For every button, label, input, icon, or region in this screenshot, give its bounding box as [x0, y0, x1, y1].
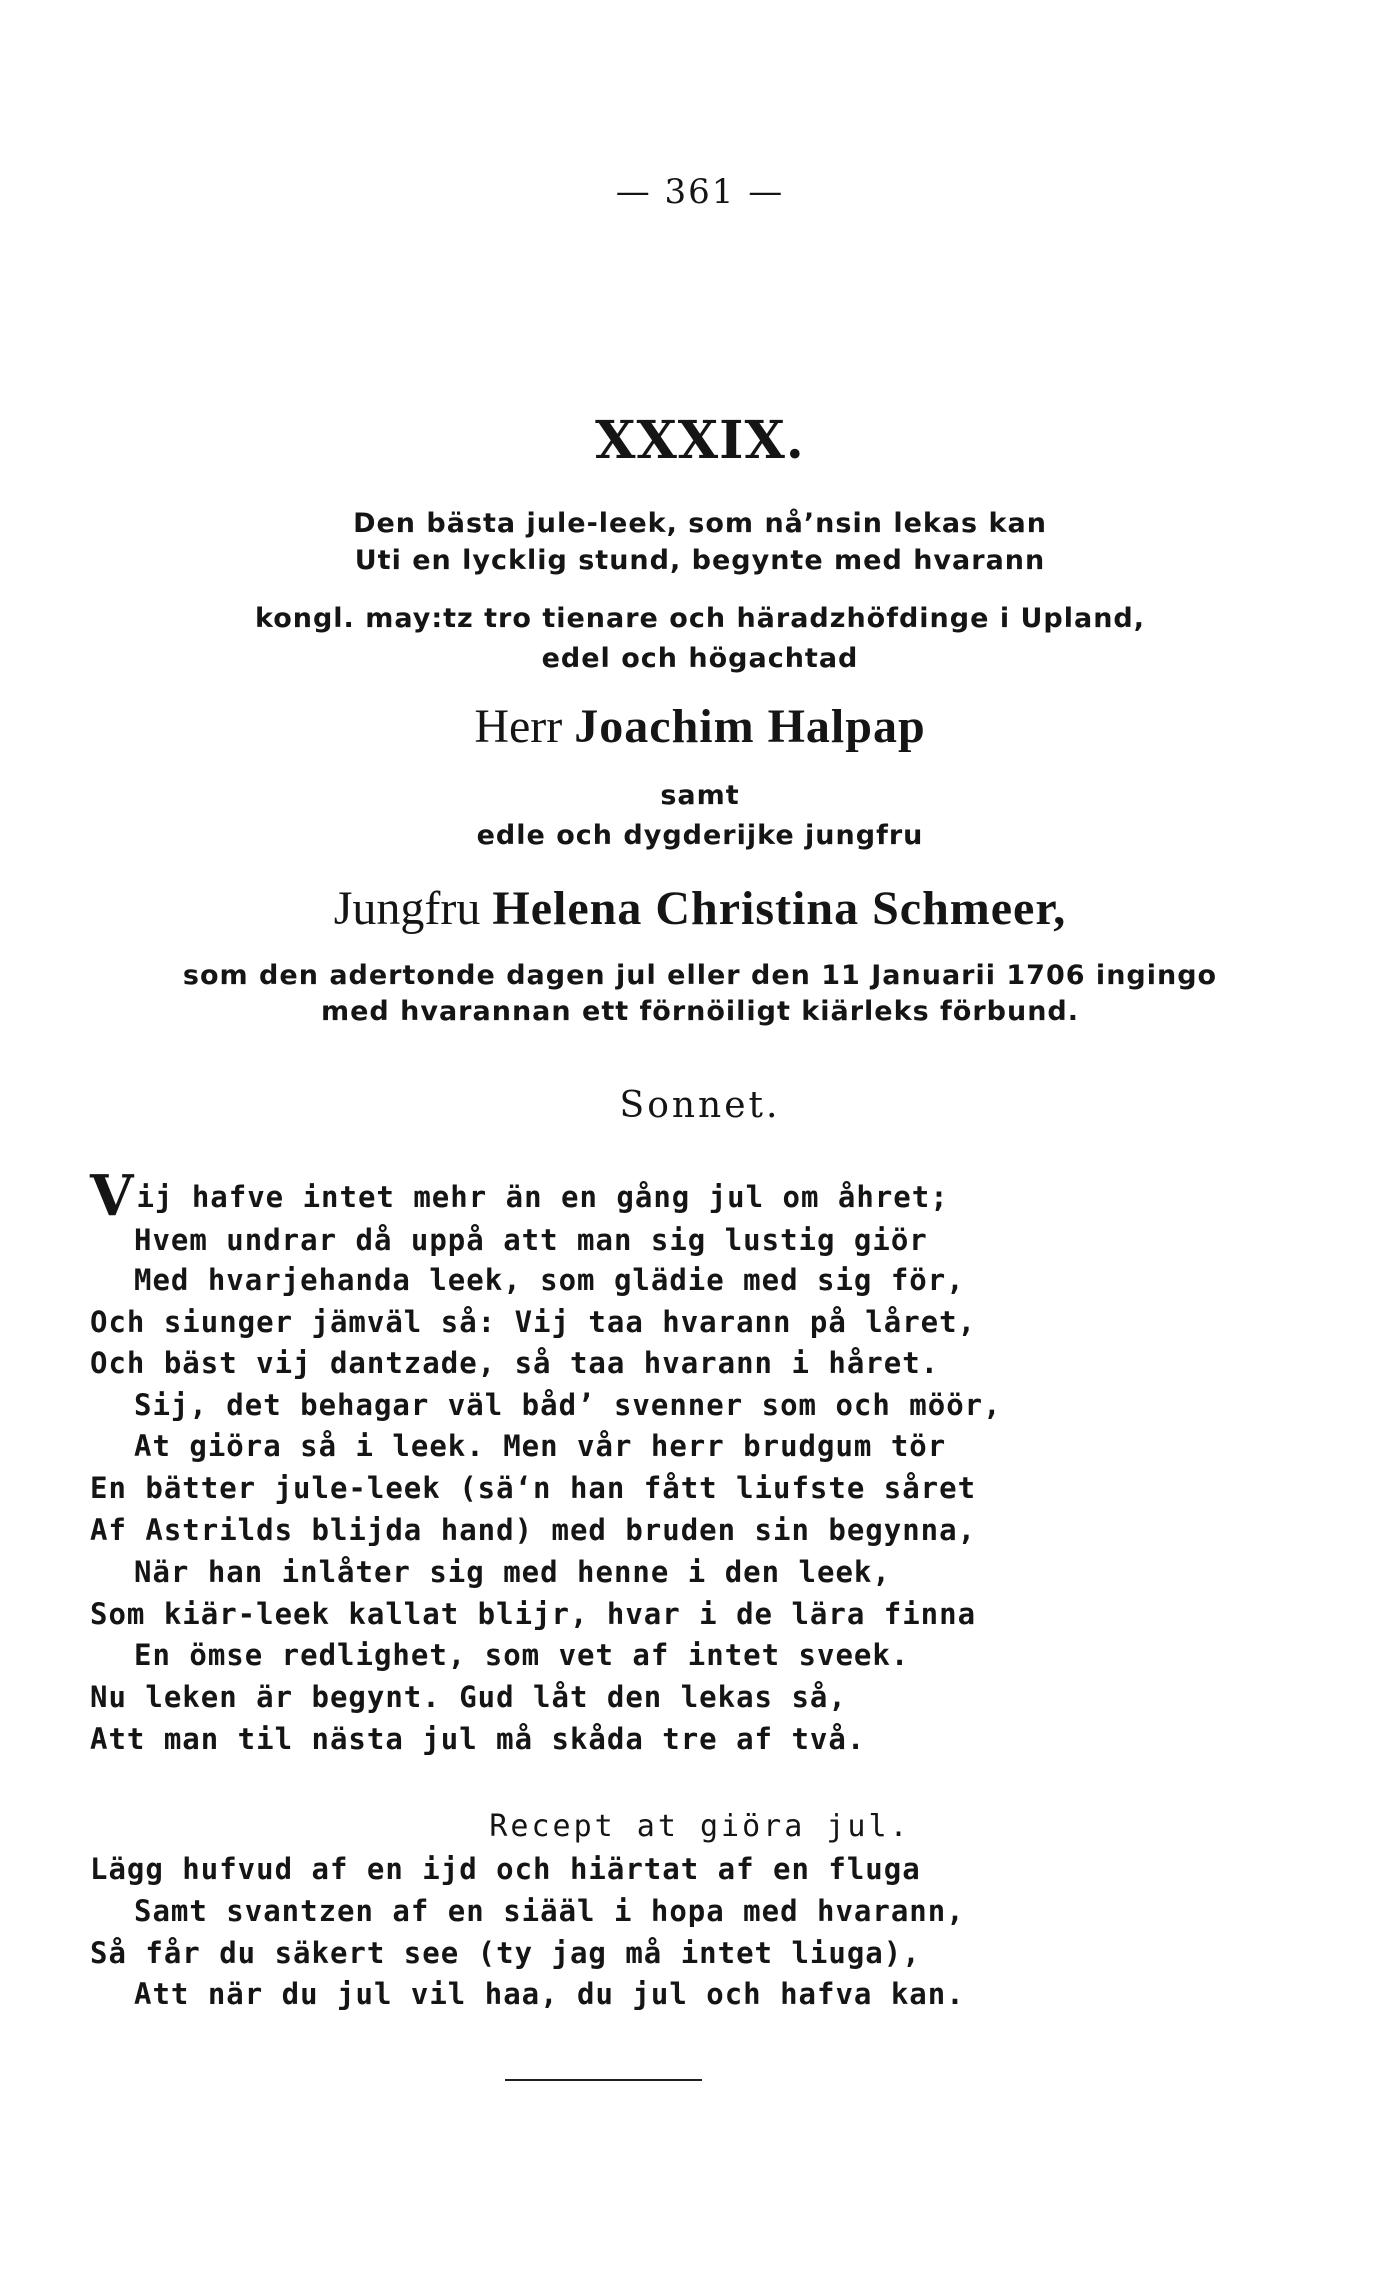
sonnet-line-12: En ömse redlighet, som vet af intet sveek. — [134, 1638, 910, 1672]
recipe-line-1: Lägg hufvud af en ijd och hiärtat af en fluga — [90, 1852, 921, 1886]
sonnet-line-7: At giöra så i leek. Men vår herr brudgum tör — [134, 1429, 947, 1463]
groom-name-line — [0, 698, 1400, 754]
chapter-heading: XXXIX. — [595, 410, 805, 471]
sonnet-line-14: Att man til nästa jul må skåda tre af två. — [90, 1722, 866, 1756]
sonnet-line-2: Hvem undrar då uppå att man sig lustig giör — [134, 1223, 928, 1257]
sonnet-dropcap: V — [90, 1163, 135, 1229]
wedding-note-line-2: med hvarannan ett förnöiligt kiärleks förbund. — [320, 996, 1080, 1027]
dedication-line-4: edel och högachtad — [541, 643, 859, 674]
bride-name-line — [0, 880, 1400, 936]
sonnet-line-8: En bätter jule-leek (sä‘n han fått liufste såret — [90, 1471, 977, 1505]
sonnet-line-1-text: ij hafve intet mehr än en gång jul om åhret; — [136, 1180, 949, 1214]
recipe-title: Recept at giöra jul. — [489, 1809, 911, 1844]
sonnet-line-6: Sij, det behagar väl båd’ svenner som och möör, — [134, 1388, 1002, 1422]
page-number: — 361 — — [615, 172, 785, 212]
recipe-line-3: Så får du säkert see (ty jag må intet liuga), — [90, 1936, 921, 1970]
bride-epithet: edle och dygderijke jungfru — [476, 820, 924, 851]
groom-title: Herr — [474, 700, 575, 753]
sonnet-title: Sonnet. — [619, 1085, 781, 1126]
sonnet-line-10: När han inlåter sig med henne i den leek, — [134, 1555, 891, 1589]
joiner-samt: samt — [660, 780, 740, 811]
sonnet-line-13: Nu leken är begynt. Gud låt den lekas så, — [90, 1680, 847, 1714]
sonnet-line-11: Som kiär-leek kallat blijr, hvar i de lära finna — [90, 1597, 977, 1631]
bride-name: Helena Christina Schmeer, — [492, 882, 1067, 935]
recipe-line-4: Att när du jul vil haa, du jul och hafva kan. — [134, 1977, 965, 2011]
closing-divider — [505, 2079, 702, 2081]
sonnet-line-9: Af Astrilds blijda hand) med bruden sin begynna, — [90, 1513, 977, 1547]
sonnet-line-4: Och siunger jämväl så: Vij taa hvarann på låret, — [90, 1305, 977, 1339]
sonnet-line-3: Med hvarjehanda leek, som glädie med sig för, — [134, 1263, 965, 1297]
dedication-line-2: Uti en lycklig stund, begynte med hvarann — [354, 545, 1046, 576]
wedding-note-line-1: som den adertonde dagen jul eller den 11 Januarii 1706 ingingo — [182, 960, 1218, 991]
dedication-line-3: kongl. may:tz tro tienare och häradzhöfdinge i Upland, — [254, 603, 1146, 634]
sonnet-line-1 — [90, 1163, 949, 1229]
groom-name: Joachim Halpap — [574, 700, 926, 753]
bride-title: Jungfru — [333, 882, 493, 935]
dedication-line-1: Den bästa jule-leek, som nå’nsin lekas kan — [353, 508, 1047, 539]
recipe-line-2: Samt svantzen af en siääl i hopa med hvarann, — [134, 1894, 965, 1928]
sonnet-line-5: Och bäst vij dantzade, så taa hvarann i håret. — [90, 1346, 940, 1380]
